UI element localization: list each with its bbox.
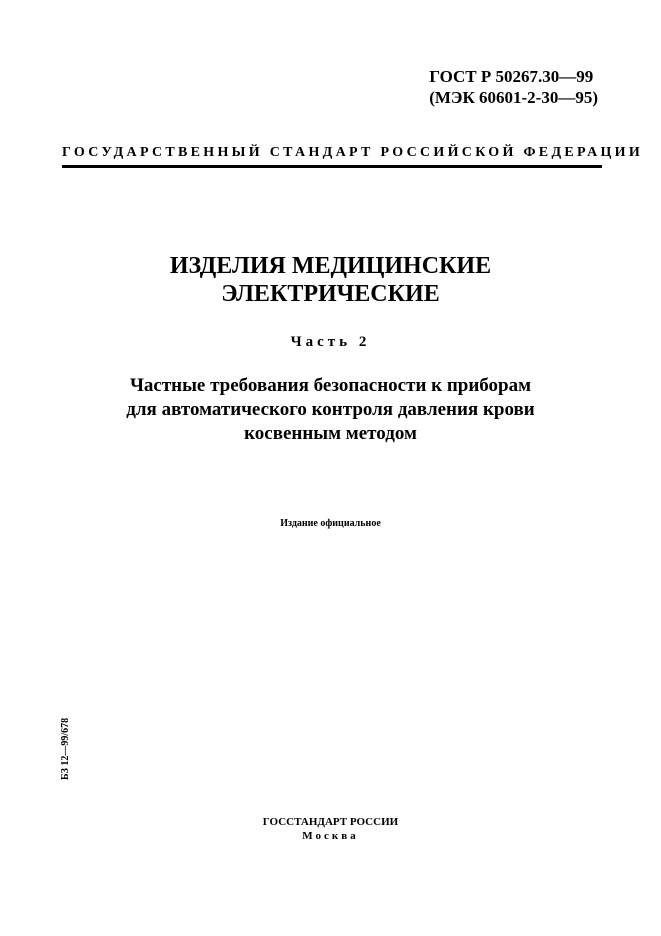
iec-number: (МЭК 60601-2-30—95) [429,88,598,107]
edition-label: Издание официальное [280,518,381,529]
subtitle-line: Частные требования безопасности к приборам [129,375,532,396]
publisher-city: Москва [302,830,359,842]
subtitle-line: косвенным методом [244,423,417,444]
title-line: ЭЛЕКТРИЧЕСКИЕ [221,281,440,307]
publisher-name: ГОССТАНДАРТ РОССИИ [262,816,399,828]
standard-designation [429,66,598,108]
document-title [0,252,661,308]
subtitle-line: для автоматического контроля давления крови [126,399,535,420]
standard-type: ГОСУДАРСТВЕННЫЙ СТАНДАРТ РОССИЙСКОЙ ФЕДЕРАЦИИ [62,145,644,160]
part-label: Часть 2 [290,334,371,350]
title-line: ИЗДЕЛИЯ МЕДИЦИНСКИЕ [169,253,492,279]
side-code: БЗ 12—99/678 [60,717,71,780]
gost-number: ГОСТ Р 50267.30—99 [429,67,594,86]
publisher [0,815,661,843]
document-subtitle [0,374,661,446]
divider [62,165,602,168]
